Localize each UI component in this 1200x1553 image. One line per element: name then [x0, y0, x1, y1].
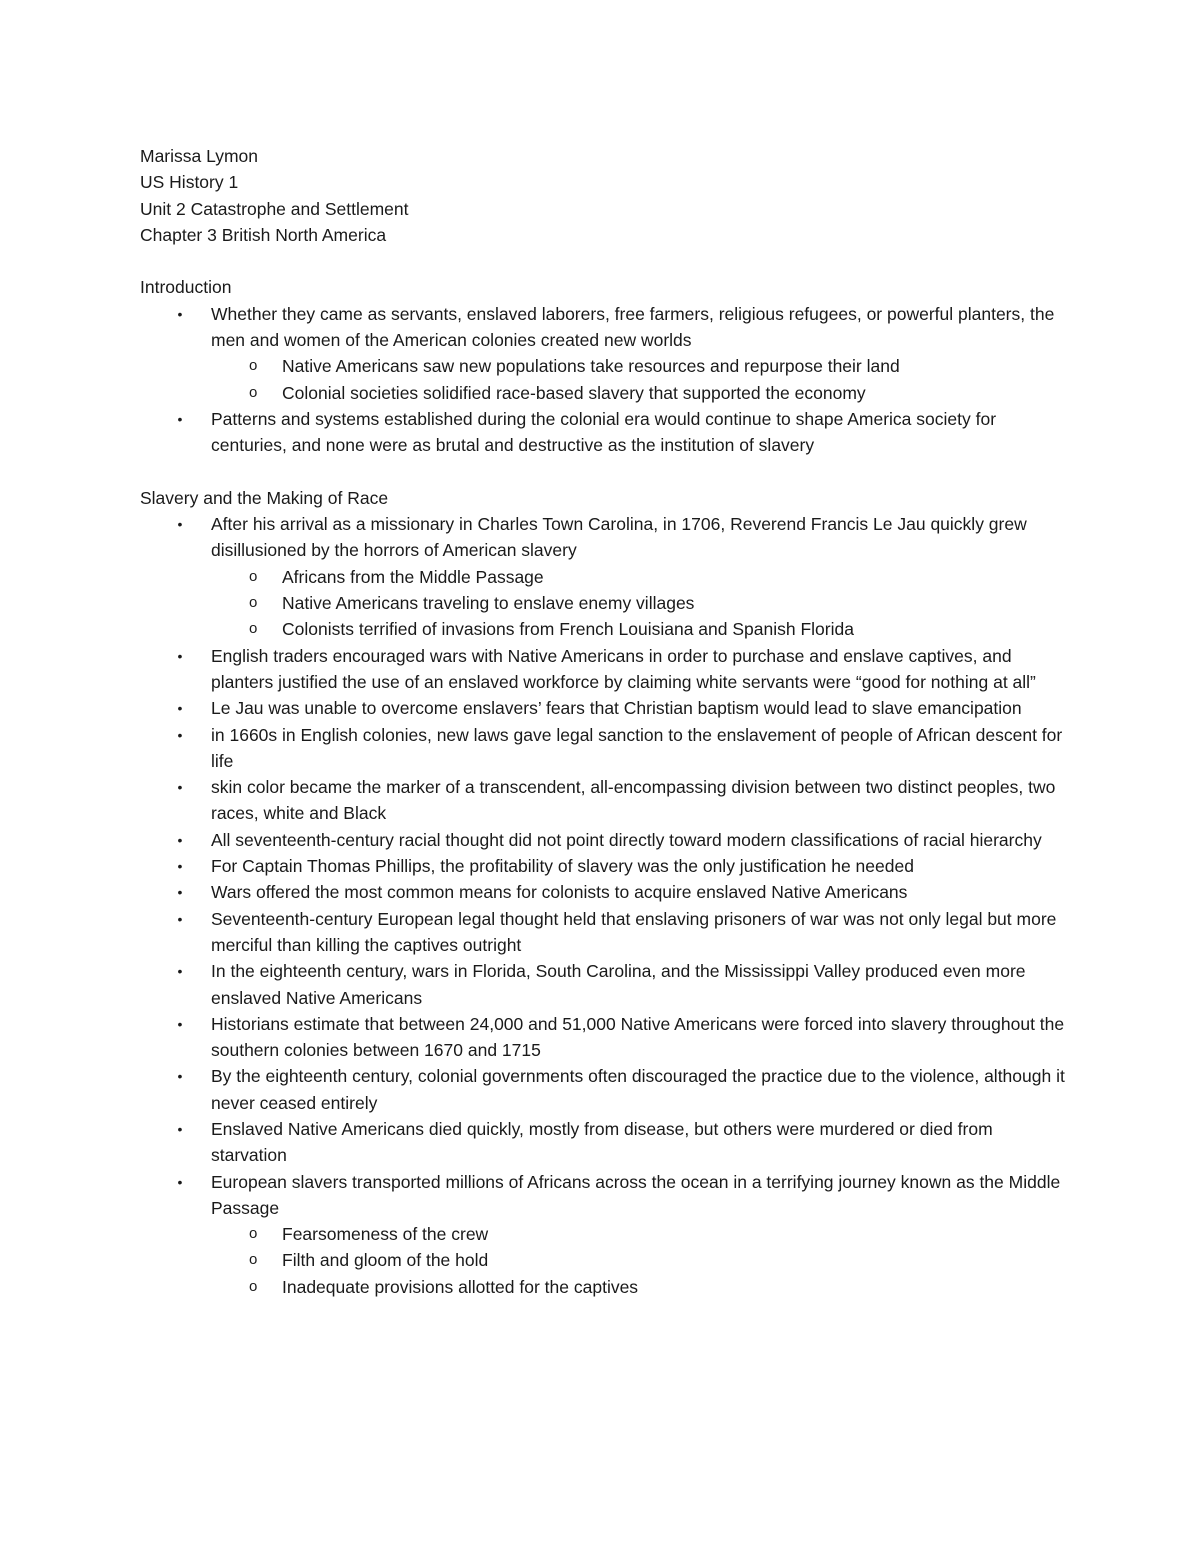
sub-bullet-item	[211, 1221, 1070, 1247]
course-name: US History 1	[140, 172, 239, 193]
sub-bullet-icon: o	[249, 620, 258, 638]
bullet-text: European slavers transported millions of Africans across the ocean in a terrifying journey known as the Middle Passage	[211, 1171, 1061, 1218]
section-spacer	[140, 459, 1070, 485]
notes-section	[140, 485, 1070, 1300]
bullet-item	[140, 511, 1070, 642]
bullet-item	[140, 853, 1070, 879]
bullet-item	[140, 1116, 1070, 1169]
sub-bullet-text: Filth and gloom of the hold	[282, 1250, 489, 1271]
bullet-icon: •	[177, 910, 183, 927]
sub-bullet-text: Inadequate provisions allotted for the captives	[282, 1276, 639, 1297]
bullet-icon: •	[177, 647, 183, 664]
sub-bullet-text: Fearsomeness of the crew	[282, 1224, 489, 1245]
sub-bullet-item	[211, 380, 1070, 406]
sub-bullet-text: Colonial societies solidified race-based slavery that supported the economy	[282, 382, 866, 403]
bullet-icon: •	[177, 700, 183, 717]
sub-bullet-icon: o	[249, 1277, 258, 1295]
section-title: Introduction	[140, 277, 232, 298]
sub-bullet-text: Colonists terrified of invasions from French Louisiana and Spanish Florida	[282, 619, 854, 640]
bullet-icon: •	[177, 779, 183, 796]
bullet-item	[140, 827, 1070, 853]
notes-body	[140, 248, 1070, 1300]
bullet-text: skin color became the marker of a transcendent, all-encompassing division between two distinct peoples, two races, white and Black	[211, 777, 1056, 824]
bullet-item	[140, 774, 1070, 827]
chapter-title: Chapter 3 British North America	[140, 224, 387, 245]
bullet-text: Wars offered the most common means for colonists to acquire enslaved Native Americans	[211, 882, 908, 903]
sub-bullet-item	[211, 1274, 1070, 1300]
bullet-list	[140, 301, 1070, 459]
sub-bullet-list	[211, 564, 1070, 643]
bullet-item	[140, 1169, 1070, 1300]
bullet-text: For Captain Thomas Phillips, the profitability of slavery was the only justification he needed	[211, 856, 914, 877]
sub-bullet-icon: o	[249, 1225, 258, 1243]
bullet-text: Seventeenth-century European legal thought held that enslaving prisoners of war was not only legal but more merciful than killing the captives outright	[211, 908, 1057, 955]
document-content	[140, 143, 1070, 1300]
sub-bullet-icon: o	[249, 1251, 258, 1269]
bullet-item	[140, 695, 1070, 721]
bullet-text: in 1660s in English colonies, new laws gave legal sanction to the enslavement of people of African descent for life	[211, 724, 1063, 771]
bullet-icon: •	[177, 1015, 183, 1032]
sub-bullet-icon: o	[249, 357, 258, 375]
bullet-text: Historians estimate that between 24,000 and 51,000 Native Americans were forced into slavery throughout the southern colonies between 1670 and 1715	[211, 1013, 1065, 1061]
bullet-icon: •	[177, 884, 183, 901]
sub-bullet-item	[211, 564, 1070, 590]
bullet-text: By the eighteenth century, colonial governments often discouraged the practice due to the violence, although it never ceased entirely	[211, 1066, 1065, 1113]
bullet-text: All seventeenth-century racial thought did not point directly toward modern classifications of racial hierarchy	[211, 829, 1042, 850]
bullet-list	[140, 511, 1070, 1300]
bullet-item	[140, 906, 1070, 959]
sub-bullet-item	[211, 590, 1070, 616]
bullet-item	[140, 958, 1070, 1011]
sub-bullet-list	[211, 1221, 1070, 1300]
unit-title: Unit 2 Catastrophe and Settlement	[140, 198, 409, 219]
notes-section	[140, 274, 1070, 458]
sub-bullet-icon: o	[249, 567, 258, 585]
bullet-text: In the eighteenth century, wars in Florida, South Carolina, and the Mississippi Valley produced even more enslaved Native Americans	[211, 961, 1026, 1008]
sub-bullet-text: Native Americans saw new populations take resources and repurpose their land	[282, 356, 900, 377]
bullet-text: After his arrival as a missionary in Charles Town Carolina, in 1706, Reverend Francis Le Jau quickly grew disillusioned by the horrors of American slavery	[211, 514, 1027, 561]
sub-bullet-item	[211, 616, 1070, 642]
bullet-item	[140, 1011, 1070, 1064]
bullet-text: Enslaved Native Americans died quickly, mostly from disease, but others were murdered or died from starvation	[211, 1118, 993, 1166]
bullet-icon: •	[177, 305, 183, 322]
bullet-icon: •	[177, 963, 183, 980]
bullet-item	[140, 879, 1070, 905]
bullet-text: Patterns and systems established during the colonial era would continue to shape America society for centuries, and none were as brutal and destructive as the institution of slavery	[211, 408, 997, 456]
author-name: Marissa Lymon	[140, 146, 258, 166]
section-title: Slavery and the Making of Race	[140, 487, 389, 508]
section-spacer	[140, 248, 1070, 274]
bullet-icon: •	[177, 726, 183, 743]
sub-bullet-item	[211, 353, 1070, 379]
bullet-icon: •	[177, 516, 183, 533]
sub-bullet-item	[211, 1247, 1070, 1273]
bullet-text: English traders encouraged wars with Native Americans in order to purchase and enslave captives, and planters justified the use of an enslaved workforce by claiming white servants were “good for nothing at all”	[211, 645, 1036, 692]
document-header	[140, 143, 1070, 248]
bullet-text: Le Jau was unable to overcome enslavers’ fears that Christian baptism would lead to slave emancipation	[211, 698, 1022, 719]
bullet-text: Whether they came as servants, enslaved laborers, free farmers, religious refugees, or powerful planters, the men and women of the American colonies created new worlds	[211, 303, 1055, 351]
bullet-item	[140, 722, 1070, 775]
bullet-item	[140, 406, 1070, 459]
sub-bullet-icon: o	[249, 383, 258, 401]
sub-bullet-icon: o	[249, 594, 258, 612]
sub-bullet-text: Africans from the Middle Passage	[282, 566, 544, 587]
bullet-item	[140, 301, 1070, 406]
bullet-icon: •	[177, 1173, 183, 1190]
bullet-icon: •	[177, 1120, 183, 1137]
sub-bullet-list	[211, 353, 1070, 406]
bullet-icon: •	[177, 831, 183, 848]
bullet-icon: •	[177, 858, 183, 875]
bullet-item	[140, 1063, 1070, 1116]
bullet-icon: •	[177, 410, 183, 427]
sub-bullet-text: Native Americans traveling to enslave enemy villages	[282, 593, 695, 614]
bullet-icon: •	[177, 1068, 183, 1085]
bullet-item	[140, 643, 1070, 696]
